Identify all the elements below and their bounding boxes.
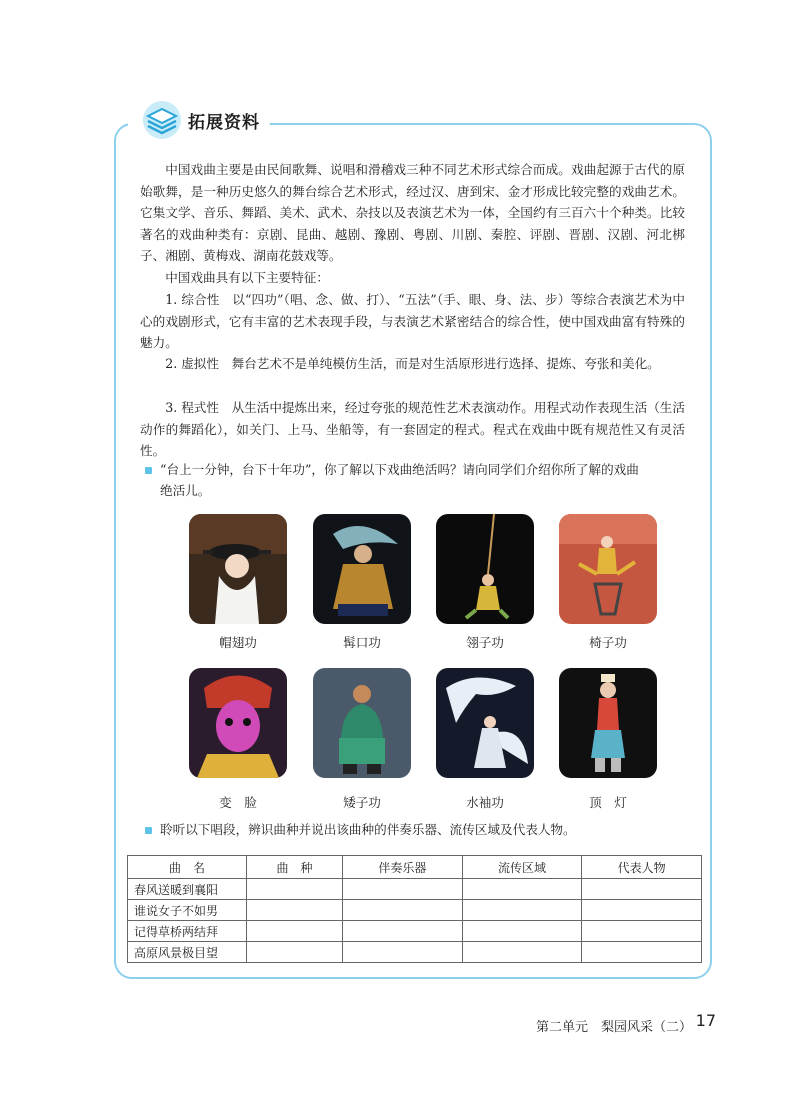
answer-cell[interactable] [247, 942, 343, 963]
answer-cell[interactable] [582, 900, 702, 921]
answer-cell[interactable] [247, 900, 343, 921]
answer-cell[interactable] [582, 942, 702, 963]
lamp-balancing-photo [559, 668, 657, 778]
caption-lamp: 顶 灯 [589, 795, 627, 810]
table-header: 伴奏乐器 [343, 856, 463, 879]
caption-chair: 椅子功 [589, 635, 627, 650]
caption-dwarf: 矮子功 [343, 795, 381, 810]
answer-cell[interactable] [343, 942, 463, 963]
caption-hat-wings: 帽翅功 [219, 635, 257, 650]
caption-beard: 髯口功 [343, 635, 381, 650]
bullet-icon [145, 467, 152, 474]
feature-comprehensive: 1. 综合性 以“四功”（唱、念、做、打）、“五法”（手、眼、身、法、步）等综合表演艺术为中心的戏剧形式，它有丰富的艺术表现手段，与表演艺术紧密结合的综合性，使中国戏曲富有特殊的魅力。 [140, 292, 685, 351]
feature-stylized: 3. 程式性 从生活中提炼出来，经过夸张的规范性艺术表演动作。用程式动作表现生活（生活动作的舞蹈化），如关门、上马、坐船等，有一套固定的程式。程式在戏曲中既有规范性又有灵活性。 [140, 400, 685, 459]
answer-cell[interactable] [582, 879, 702, 900]
page-number: 17 [695, 1011, 716, 1030]
answer-cell[interactable] [343, 879, 463, 900]
table-row [128, 879, 702, 900]
beard-photo [313, 514, 411, 624]
song-name: 春风送暖到襄阳 [128, 879, 247, 900]
caption-face-changing: 变 脸 [219, 795, 257, 810]
table-row [128, 942, 702, 963]
answer-cell[interactable] [582, 921, 702, 942]
intro-paragraph: 中国戏曲主要是由民间歌舞、说唱和滑稽戏三种不同艺术形式综合而成。戏曲起源于古代的原始歌舞，是一种历史悠久的舞台综合艺术形式，经过汉、唐到宋、金才形成比较完整的戏曲艺术。它集文学、音乐、舞蹈、美术、武术、杂技以及表演艺术为一体，全国约有三百六十个种类。比较著名的戏曲种类有：京剧、昆曲、越剧、豫剧、粤剧、川剧、秦腔、评剧、晋剧、汉剧、河北梆子、湘剧、黄梅戏、湖南花鼓戏等。 [140, 162, 685, 264]
answer-cell[interactable] [343, 921, 463, 942]
caption-feather: 翎子功 [466, 635, 504, 650]
answer-cell[interactable] [462, 921, 582, 942]
answer-cell[interactable] [462, 942, 582, 963]
song-name: 记得草桥两结拜 [128, 921, 247, 942]
features-intro: 中国戏曲具有以下主要特征： [165, 270, 329, 285]
stack-books-icon [140, 100, 184, 140]
section-title: 拓展资料 [188, 113, 260, 133]
dwarf-walk-photo [313, 668, 411, 778]
water-sleeve-photo [436, 668, 534, 778]
table-header: 代表人物 [582, 856, 702, 879]
question-skills: “台上一分钟，台下十年功”，你了解以下戏曲绝活吗？请向同学们介绍你所了解的戏曲绝活儿。 [160, 462, 639, 498]
bullet-icon [145, 827, 152, 834]
answer-cell[interactable] [462, 879, 582, 900]
table-row [128, 900, 702, 921]
table-header: 流传区域 [462, 856, 582, 879]
table-header-row [128, 856, 702, 879]
answer-cell[interactable] [462, 900, 582, 921]
pheasant-feather-photo [436, 514, 534, 624]
caption-water-sleeve: 水袖功 [466, 795, 504, 810]
answer-cell[interactable] [247, 921, 343, 942]
table-row [128, 921, 702, 942]
song-name: 谁说女子不如男 [128, 900, 247, 921]
chair-stunt-photo [559, 514, 657, 624]
table-header: 曲 名 [128, 856, 247, 879]
question-listening: 聆听以下唱段，辨识曲种并说出该曲种的伴奏乐器、流传区域及代表人物。 [160, 822, 576, 837]
answer-cell[interactable] [343, 900, 463, 921]
song-name: 高原风景极目望 [128, 942, 247, 963]
feature-virtual: 2. 虚拟性 舞台艺术不是单纯模仿生活，而是对生活原形进行选择、提炼、夸张和美化。 [165, 356, 660, 371]
chapter-footer: 第二单元 梨园风采（二） [535, 1020, 692, 1035]
table-header: 曲 种 [247, 856, 343, 879]
answer-cell[interactable] [247, 879, 343, 900]
hat-wings-photo [189, 514, 287, 624]
face-changing-photo [189, 668, 287, 778]
listening-table [127, 855, 702, 963]
